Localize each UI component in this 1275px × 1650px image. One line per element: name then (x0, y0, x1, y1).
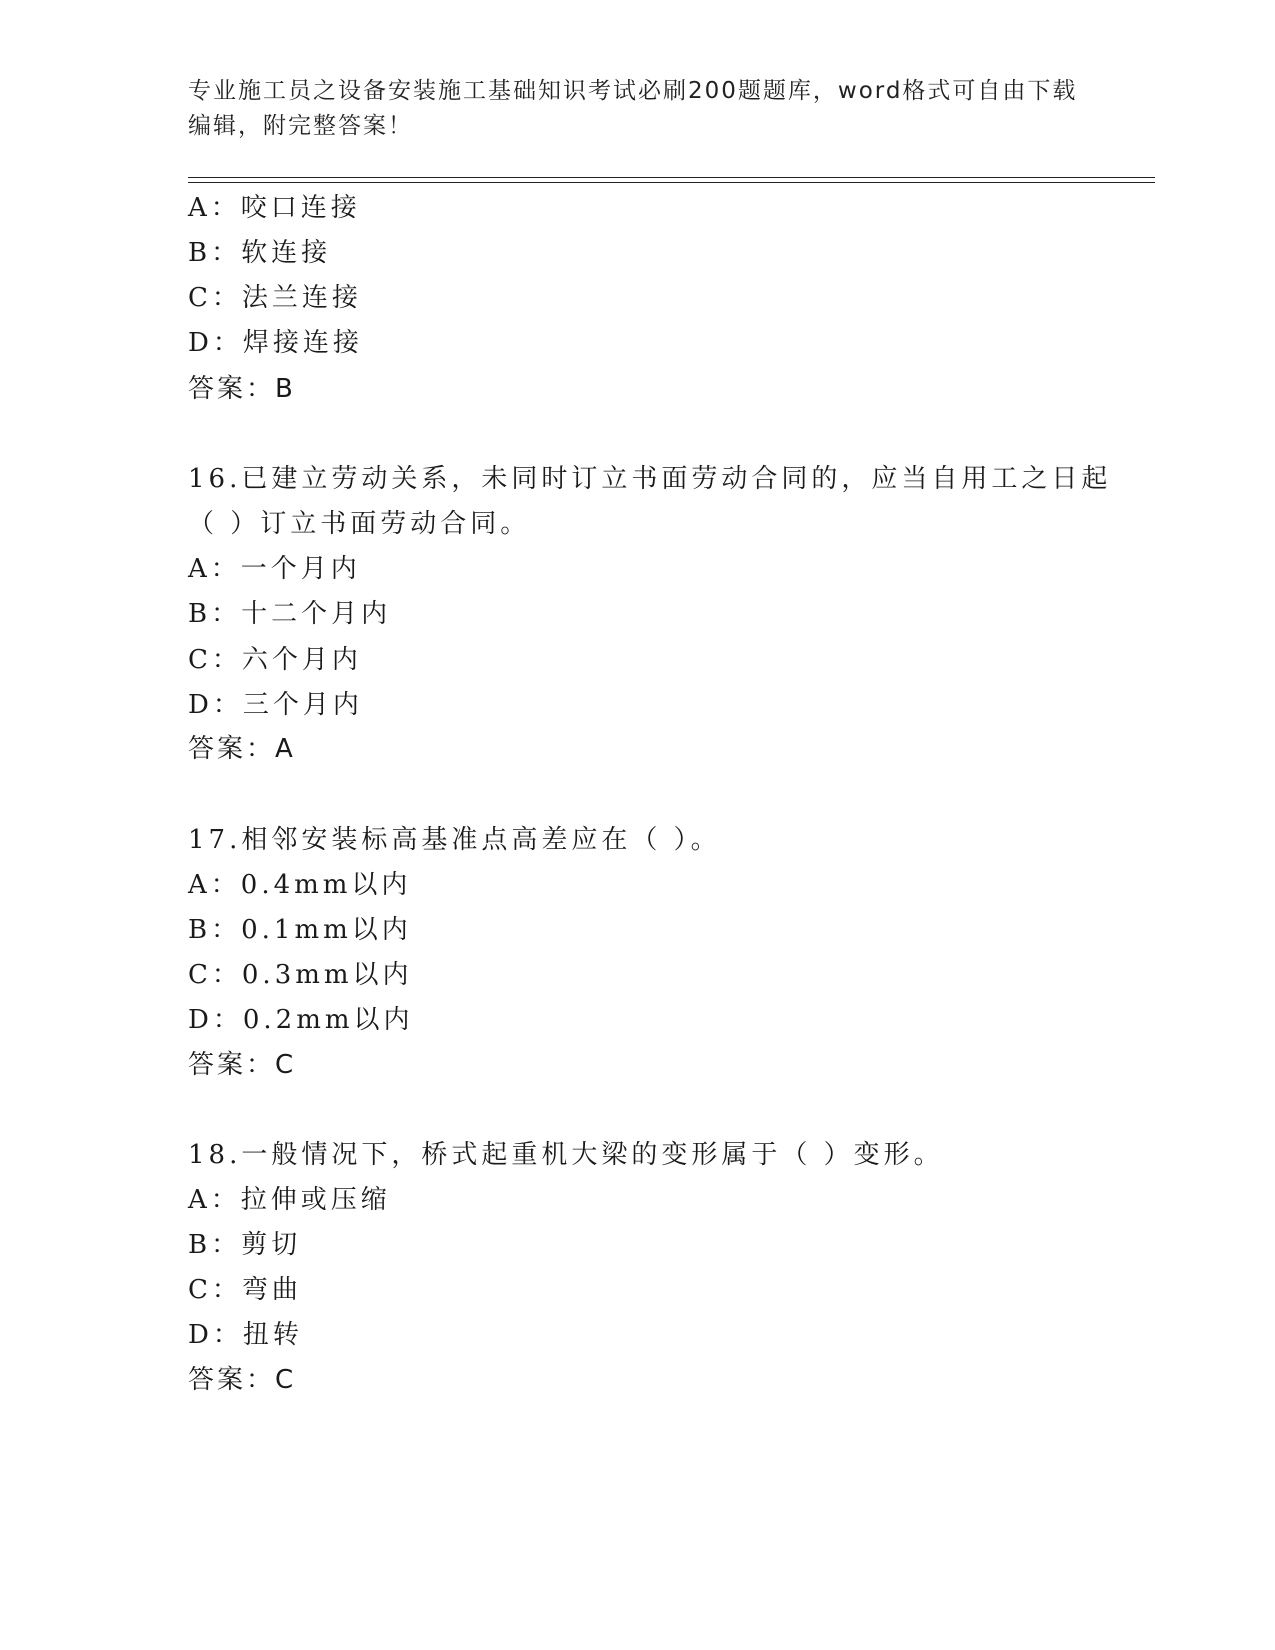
q16-answer: 答案：A (188, 734, 296, 764)
q16-option-b: B：十二个月内 (188, 599, 392, 629)
q15-option-c: C：法兰连接 (188, 283, 362, 313)
q18-option-b: B：剪切 (188, 1230, 302, 1260)
q18-option-c: C：弯曲 (188, 1275, 302, 1305)
q18-option-d: D：扭转 (188, 1320, 303, 1350)
q16-stem-line-2: （ ）订立书面劳动合同。 (188, 509, 531, 539)
header-line-1: 专业施工员之设备安装施工基础知识考试必刷200题题库，word格式可自由下载 (188, 78, 1078, 104)
q15-option-d: D：焊接连接 (188, 328, 363, 358)
q18-stem: 18.一般情况下，桥式起重机大梁的变形属于（ ）变形。 (188, 1140, 944, 1170)
document-header (188, 74, 1088, 144)
q16-option-d: D：三个月内 (188, 690, 363, 720)
q17-answer: 答案：C (188, 1050, 297, 1080)
q16-option-c: C：六个月内 (188, 645, 362, 675)
q18-option-a: A：拉伸或压缩 (188, 1185, 391, 1215)
q16-stem-line-1: 16.已建立劳动关系，未同时订立书面劳动合同的，应当自用工之日起 (188, 464, 1112, 494)
header-rule-bottom (188, 182, 1155, 183)
q17-option-c: C：0.3mm以内 (188, 960, 413, 990)
header-line-2: 编辑，附完整答案！ (188, 113, 413, 139)
q18-answer: 答案：C (188, 1365, 297, 1395)
q17-option-b: B：0.1mm以内 (188, 915, 412, 945)
q15-answer: 答案：B (188, 374, 296, 404)
q17-stem: 17.相邻安装标高基准点高差应在（ ）。 (188, 825, 721, 855)
q17-option-d: D：0.2mm以内 (188, 1005, 414, 1035)
q15-option-a: A：咬口连接 (188, 193, 361, 223)
q16-option-a: A：一个月内 (188, 554, 361, 584)
q17-option-a: A：0.4mm以内 (188, 870, 412, 900)
header-rule-top (188, 177, 1155, 178)
q15-option-b: B：软连接 (188, 238, 332, 268)
